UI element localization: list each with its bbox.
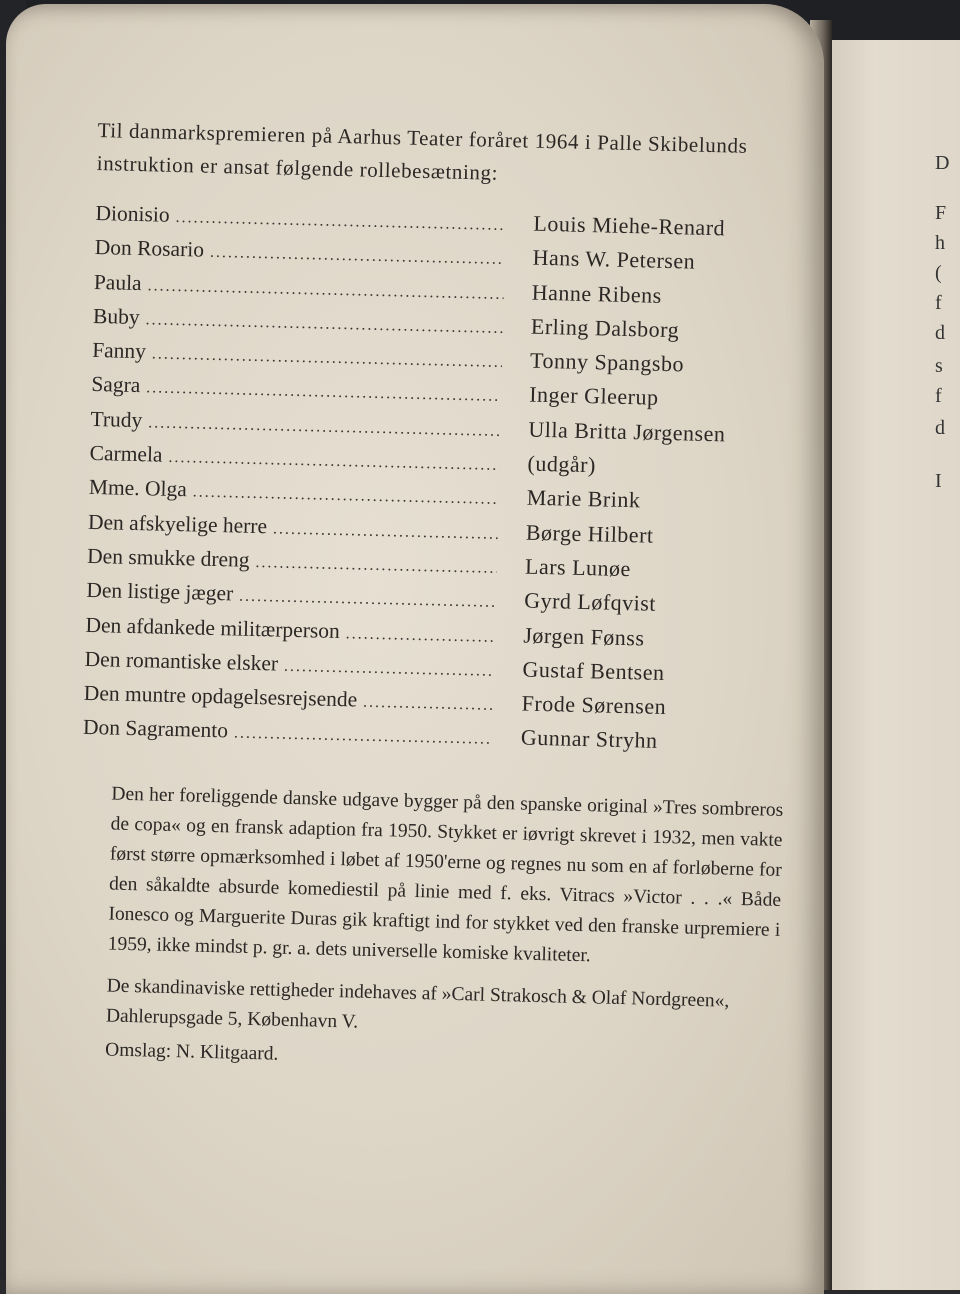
dot-leader	[255, 554, 497, 578]
role-name: Don Rosario	[94, 235, 205, 262]
notes-section	[75, 779, 784, 1082]
dot-leader	[345, 625, 495, 647]
facing-page-fragment: F	[935, 202, 947, 224]
dot-leader	[168, 449, 500, 475]
facing-page-fragment: (	[935, 262, 942, 284]
role-name: Den romantiske elsker	[84, 646, 279, 676]
facing-page-fragment: h	[935, 232, 945, 254]
actor-name: Hans W. Petersen	[532, 244, 696, 274]
role-name: Den afskyelige herre	[87, 509, 268, 538]
dot-leader	[152, 346, 503, 373]
facing-page-fragment: D	[935, 152, 950, 174]
actor-name: Marie Brink	[526, 484, 641, 513]
actor-name: Lars Lunøe	[524, 553, 632, 582]
role-name: Den afdankede militærperson	[85, 612, 341, 643]
actor-name: Ulla Britta Jørgensen	[528, 416, 726, 447]
role-name: Don Sagramento	[82, 715, 229, 743]
cast-list	[82, 200, 785, 765]
cast-intro: Til danmarkspremieren på Aarhus Teater foråret 1964 i Palle Skibelunds instruktion er ansat følgende rollebesætning:	[96, 117, 748, 185]
facing-page-fragment: s	[935, 355, 943, 377]
facing-page-fragment: d	[935, 322, 945, 344]
dot-leader	[273, 520, 498, 543]
role-name: Den listige jæger	[86, 578, 234, 606]
dot-leader	[147, 277, 504, 304]
facing-page-fragment: I	[935, 470, 942, 492]
dot-leader	[146, 380, 501, 407]
role-name: Den muntre opdagelsesrejsende	[83, 680, 358, 712]
actor-name: Gustaf Bentsen	[522, 656, 665, 685]
role-name: Buby	[92, 303, 140, 329]
actor-name: Inger Gleerup	[528, 382, 659, 411]
dot-leader	[192, 484, 498, 509]
role-name: Carmela	[89, 440, 163, 467]
actor-name: Børge Hilbert	[525, 519, 654, 548]
dot-leader	[210, 244, 505, 269]
actor-name: Louis Miehe-Renard	[533, 210, 726, 241]
facing-page	[826, 40, 960, 1290]
role-name: Fanny	[91, 338, 147, 364]
page-content	[75, 114, 788, 1081]
production-note: Den her foreliggende danske udgave bygger på den spanske original »Tres sombreros de copa« og en fransk adaption fra 1950. Stykket er iøvrigt skrevet i 1932, men vakte først større opmærksomhed i løbet af 1950'erne og regnes nu som en af forløberne for den såkaldte absurde komediestil på linie med f. eks. Vitracs »Victor . . .« Både Ionesco og Marguerite Duras gik kraftigt ind for stykket ved den franske urpremiere i 1959, ikke mindst p. gr. a. dets universelle komiske kvaliteter.	[107, 783, 784, 967]
actor-name: Tonny Spangsbo	[529, 347, 685, 377]
facing-page-fragment: d	[935, 417, 945, 439]
actor-name: Erling Dalsborg	[530, 313, 680, 343]
cover-credit: Omslag: N. Klitgaard.	[104, 1039, 279, 1065]
actor-name: Gyrd Løfqvist	[523, 587, 657, 617]
role-name: Mme. Olga	[88, 475, 188, 502]
rights-note: De skandinaviske rettigheder indehaves af »Carl Strakosch & Olaf Nordgreen«, Dahlerupsgade 5, København V.	[105, 975, 730, 1033]
actor-name: Frode Sørensen	[521, 690, 667, 720]
facing-page-fragment: f	[935, 292, 942, 314]
program-page	[6, 4, 824, 1294]
dot-leader	[234, 725, 493, 749]
dot-leader	[145, 311, 503, 338]
dot-leader	[239, 588, 496, 612]
actor-name: Hanne Ribens	[531, 279, 663, 308]
dot-leader	[363, 694, 494, 715]
actor-name: Jørgen Fønss	[523, 622, 645, 651]
role-name: Dionisio	[95, 200, 170, 227]
actor-name: Gunnar Stryhn	[520, 724, 658, 754]
role-name: Trudy	[90, 406, 143, 432]
role-name: Den smukke dreng	[86, 543, 250, 572]
actor-name: (udgår)	[527, 450, 597, 478]
role-name: Sagra	[91, 372, 141, 398]
role-name: Paula	[93, 269, 142, 295]
facing-page-fragment: f	[935, 385, 942, 407]
dot-leader	[284, 658, 495, 681]
dot-leader	[175, 209, 505, 235]
dot-leader	[148, 414, 501, 441]
